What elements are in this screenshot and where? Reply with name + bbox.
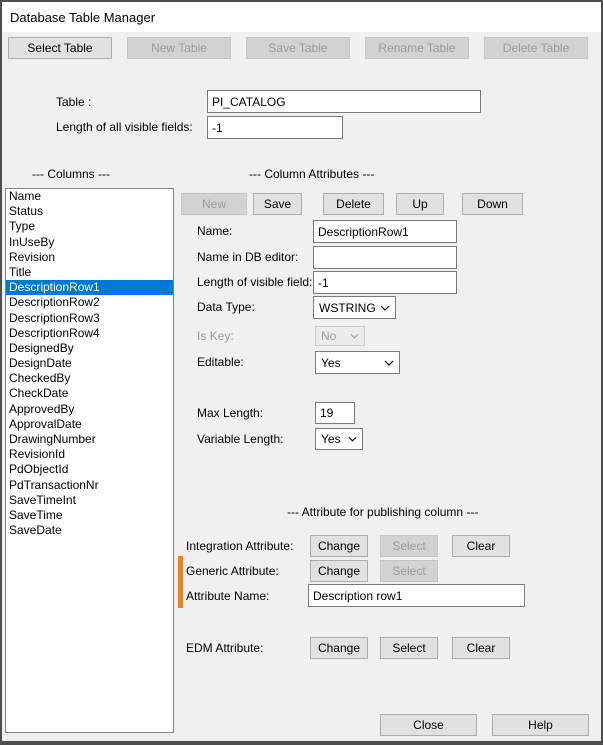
- list-item[interactable]: RevisionId: [9, 447, 66, 462]
- list-item[interactable]: DesignDate: [9, 356, 72, 371]
- is-key-label: Is Key:: [197, 329, 234, 343]
- variable-length-value: Yes: [321, 432, 341, 446]
- list-item[interactable]: Type: [9, 219, 36, 234]
- new-table-button: New Table: [127, 37, 231, 59]
- list-item[interactable]: DesignedBy: [9, 340, 74, 355]
- chevron-down-icon: [384, 360, 394, 366]
- table-name-input[interactable]: [207, 90, 481, 113]
- data-type-label: Data Type:: [197, 300, 255, 314]
- list-item[interactable]: Title: [9, 264, 32, 279]
- integration-select-button: Select: [380, 535, 438, 557]
- rename-table-button: Rename Table: [365, 37, 469, 59]
- list-item[interactable]: PdObjectId: [9, 462, 69, 477]
- list-item[interactable]: CheckDate: [9, 386, 69, 401]
- columns-listbox[interactable]: [5, 188, 174, 733]
- list-item[interactable]: PdTransactionNr: [9, 477, 99, 492]
- table-label: Table :: [56, 95, 92, 109]
- visible-length-label: Length of visible field:: [197, 275, 313, 289]
- list-item[interactable]: DescriptionRow3: [9, 310, 100, 325]
- list-item[interactable]: Status: [9, 204, 44, 219]
- columns-section-header: --- Columns ---: [32, 167, 110, 181]
- list-item[interactable]: ApprovedBy: [9, 401, 75, 416]
- new-column-button: New: [181, 193, 247, 215]
- delete-table-button: Delete Table: [484, 37, 588, 59]
- generic-change-button[interactable]: Change: [310, 560, 368, 582]
- column-attributes-section-header: --- Column Attributes ---: [249, 167, 375, 181]
- max-length-label: Max Length:: [197, 406, 264, 420]
- chevron-down-icon: [350, 333, 359, 339]
- edm-attribute-label: EDM Attribute:: [186, 641, 264, 655]
- data-type-dropdown[interactable]: [313, 296, 396, 319]
- variable-length-label: Variable Length:: [197, 432, 284, 446]
- integration-clear-button[interactable]: Clear: [452, 535, 510, 557]
- attribute-name-input[interactable]: [308, 584, 525, 607]
- window-title: Database Table Manager: [10, 10, 156, 25]
- list-item[interactable]: DescriptionRow4: [9, 325, 100, 340]
- list-item[interactable]: ApprovalDate: [9, 416, 82, 431]
- db-editor-input[interactable]: [313, 246, 457, 269]
- edm-clear-button[interactable]: Clear: [452, 637, 510, 659]
- list-item[interactable]: DescriptionRow2: [9, 295, 100, 310]
- close-button[interactable]: Close: [380, 714, 477, 736]
- editable-value: Yes: [321, 355, 341, 370]
- list-item[interactable]: DescriptionRow1: [6, 280, 173, 295]
- is-key-value: No: [321, 329, 337, 343]
- publishing-section-header: --- Attribute for publishing column ---: [287, 505, 479, 519]
- db-editor-label: Name in DB editor:: [197, 250, 299, 264]
- list-item[interactable]: SaveTimeInt: [9, 492, 76, 507]
- list-item[interactable]: InUseBy: [9, 234, 55, 249]
- column-name-input[interactable]: [313, 220, 457, 243]
- integration-change-button[interactable]: Change: [310, 535, 368, 557]
- data-type-value: WSTRING: [319, 300, 376, 315]
- visible-length-input[interactable]: [313, 271, 457, 294]
- integration-attribute-label: Integration Attribute:: [186, 539, 294, 553]
- select-table-button[interactable]: Select Table: [8, 37, 112, 59]
- attribute-name-label: Attribute Name:: [186, 589, 270, 603]
- generic-attribute-label: Generic Attribute:: [186, 564, 279, 578]
- chevron-down-icon: [348, 436, 357, 442]
- chevron-down-icon: [380, 305, 390, 311]
- save-column-button[interactable]: Save: [253, 193, 302, 215]
- down-button[interactable]: Down: [462, 193, 523, 215]
- window-bottom-border: [0, 741, 603, 745]
- generic-attribute-highlight: [178, 556, 183, 608]
- edm-select-button[interactable]: Select: [380, 637, 438, 659]
- edm-change-button[interactable]: Change: [310, 637, 368, 659]
- save-table-button: Save Table: [246, 37, 350, 59]
- list-item[interactable]: SaveDate: [9, 523, 62, 538]
- name-label: Name:: [197, 224, 233, 238]
- length-all-fields-input[interactable]: [207, 116, 343, 139]
- max-length-input[interactable]: [315, 402, 355, 424]
- list-item[interactable]: DrawingNumber: [9, 432, 96, 446]
- list-item[interactable]: Name: [9, 189, 42, 203]
- list-item[interactable]: SaveTime: [9, 507, 63, 522]
- editable-label: Editable:: [197, 355, 244, 369]
- help-button[interactable]: Help: [492, 714, 589, 736]
- title-bar: [2, 2, 601, 32]
- delete-column-button[interactable]: Delete: [323, 193, 384, 215]
- list-item[interactable]: CheckedBy: [9, 371, 71, 386]
- list-item[interactable]: Revision: [9, 249, 56, 264]
- length-all-fields-label: Length of all visible fields:: [56, 120, 193, 134]
- is-key-dropdown: [315, 326, 365, 346]
- editable-dropdown[interactable]: [315, 351, 400, 374]
- variable-length-dropdown[interactable]: [315, 428, 363, 450]
- up-button[interactable]: Up: [396, 193, 444, 215]
- generic-select-button: Select: [380, 560, 438, 582]
